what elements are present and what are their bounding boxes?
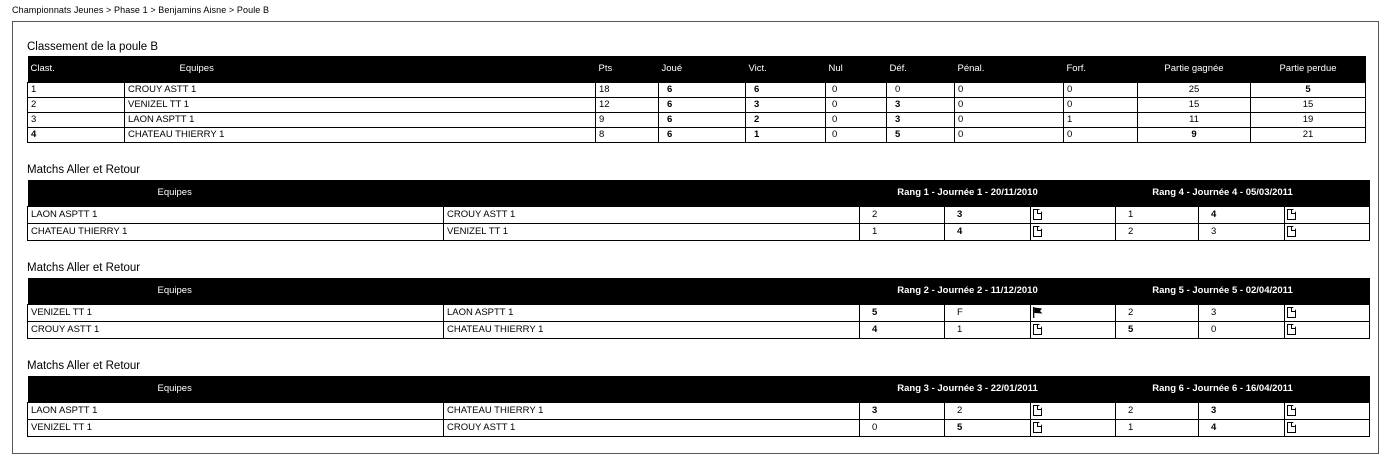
matches-table-3 — [27, 376, 1370, 437]
icon-cell — [1285, 206, 1370, 223]
matches-title-3: Matchs Aller et Retour — [27, 360, 141, 372]
ranking-cell: 15 — [1138, 97, 1251, 112]
icon-cell — [1031, 223, 1116, 240]
score-cell: 1 — [945, 321, 1031, 338]
document-icon[interactable] — [1287, 405, 1296, 416]
score-cell: 4 — [860, 321, 945, 338]
breadcrumb: Championnats Jeunes > Phase 1 > Benjamins Aisne > Poule B — [12, 5, 270, 15]
ranking-cell: 2 — [746, 112, 826, 127]
match-row — [28, 206, 1370, 223]
icon-cell — [1285, 402, 1370, 419]
icon-cell — [1285, 304, 1370, 321]
ranking-cell: 5 — [887, 127, 955, 142]
ranking-cell: 5 — [1251, 82, 1366, 97]
ranking-cell: 3 — [887, 112, 955, 127]
ranking-cell: 0 — [826, 112, 887, 127]
ranking-cell: 0 — [955, 82, 1064, 97]
icon-cell — [1031, 419, 1116, 436]
ranking-cell: 0 — [1064, 97, 1138, 112]
home-team-cell[interactable]: VENIZEL TT 1 — [28, 419, 444, 436]
document-icon[interactable] — [1287, 324, 1296, 335]
score-cell: 5 — [1116, 321, 1199, 338]
ranking-cell: 8 — [596, 127, 659, 142]
ranking-cell: 0 — [1064, 127, 1138, 142]
ranking-cell: 3 — [746, 97, 826, 112]
ranking-header-cell: Vict. — [746, 56, 826, 82]
home-team-cell[interactable]: LAON ASPTT 1 — [28, 402, 444, 419]
ranking-cell: 3 — [28, 112, 125, 127]
ranking-cell: 11 — [1138, 112, 1251, 127]
team-name-cell[interactable]: VENIZEL TT 1 — [125, 97, 596, 112]
away-team-cell[interactable]: CHATEAU THIERRY 1 — [444, 321, 860, 338]
score-cell: 3 — [860, 402, 945, 419]
round-header: Rang 3 - Journée 3 - 22/01/2011 — [860, 376, 1116, 402]
score-cell: 1 — [860, 223, 945, 240]
ranking-cell: 15 — [1251, 97, 1366, 112]
home-team-cell[interactable]: CROUY ASTT 1 — [28, 321, 444, 338]
score-cell: 2 — [1116, 304, 1199, 321]
ranking-cell: 6 — [659, 112, 746, 127]
ranking-cell: 0 — [826, 127, 887, 142]
ranking-cell: 2 — [28, 97, 125, 112]
ranking-cell: 1 — [28, 82, 125, 97]
matches-title-1: Matchs Aller et Retour — [27, 164, 141, 176]
home-team-cell[interactable]: CHATEAU THIERRY 1 — [28, 223, 444, 240]
equipes-header: Equipes — [28, 278, 860, 304]
score-cell: 2 — [1116, 402, 1199, 419]
equipes-header: Equipes — [28, 376, 860, 402]
score-cell: 2 — [860, 206, 945, 223]
ranking-cell: 25 — [1138, 82, 1251, 97]
document-icon[interactable] — [1287, 209, 1296, 220]
ranking-header-cell: Forf. — [1064, 56, 1138, 82]
ranking-cell: 1 — [746, 127, 826, 142]
team-name-cell[interactable]: CHATEAU THIERRY 1 — [125, 127, 596, 142]
ranking-cell: 0 — [1064, 82, 1138, 97]
document-icon[interactable] — [1287, 307, 1296, 318]
away-team-cell[interactable]: VENIZEL TT 1 — [444, 223, 860, 240]
score-cell: 2 — [1116, 223, 1199, 240]
matches-table-1 — [27, 180, 1370, 241]
ranking-header-cell: Pts — [596, 56, 659, 82]
ranking-cell: 6 — [659, 82, 746, 97]
round-header: Rang 1 - Journée 1 - 20/11/2010 — [860, 180, 1116, 206]
matches-table-2 — [27, 278, 1370, 339]
matches-title-2: Matchs Aller et Retour — [27, 262, 141, 274]
team-name-cell[interactable]: LAON ASPTT 1 — [125, 112, 596, 127]
ranking-cell: 1 — [1064, 112, 1138, 127]
ranking-cell: 9 — [596, 112, 659, 127]
ranking-header-cell: Equipes — [125, 56, 596, 82]
ranking-table — [27, 56, 1366, 143]
ranking-title: Classement de la poule B — [27, 41, 159, 53]
ranking-cell: 21 — [1251, 127, 1366, 142]
ranking-row — [28, 112, 1366, 127]
icon-cell — [1031, 304, 1116, 321]
icon-cell — [1285, 419, 1370, 436]
ranking-cell: 6 — [746, 82, 826, 97]
ranking-header-cell: Partie gagnée — [1138, 56, 1251, 82]
ranking-cell: 12 — [596, 97, 659, 112]
score-cell: 3 — [1199, 223, 1285, 240]
away-team-cell[interactable]: CROUY ASTT 1 — [444, 206, 860, 223]
score-cell: 3 — [1199, 402, 1285, 419]
ranking-header-cell: Clast. — [28, 56, 125, 82]
match-row — [28, 402, 1370, 419]
document-icon[interactable] — [1287, 226, 1296, 237]
document-icon[interactable] — [1287, 422, 1296, 433]
round-header: Rang 6 - Journée 6 - 16/04/2011 — [1116, 376, 1370, 402]
ranking-cell: 6 — [659, 127, 746, 142]
icon-cell — [1285, 321, 1370, 338]
score-cell: 0 — [860, 419, 945, 436]
ranking-header-cell: Déf. — [887, 56, 955, 82]
score-cell: 4 — [945, 223, 1031, 240]
icon-cell — [1031, 321, 1116, 338]
round-header: Rang 4 - Journée 4 - 05/03/2011 — [1116, 180, 1370, 206]
document-icon[interactable] — [1033, 226, 1042, 237]
ranking-cell: 19 — [1251, 112, 1366, 127]
ranking-cell: 0 — [955, 97, 1064, 112]
document-icon[interactable] — [1033, 324, 1042, 335]
equipes-header: Equipes — [28, 180, 860, 206]
document-icon[interactable] — [1033, 405, 1042, 416]
document-icon[interactable] — [1033, 422, 1042, 433]
ranking-cell: 18 — [596, 82, 659, 97]
home-team-cell[interactable]: VENIZEL TT 1 — [28, 304, 444, 321]
icon-cell — [1031, 206, 1116, 223]
score-cell: 4 — [1199, 419, 1285, 436]
score-cell: 0 — [1199, 321, 1285, 338]
ranking-header-cell: Partie perdue — [1251, 56, 1366, 82]
match-row — [28, 223, 1370, 240]
ranking-cell: 0 — [887, 82, 955, 97]
score-cell: F — [945, 304, 1031, 321]
team-name-cell[interactable]: CROUY ASTT 1 — [125, 82, 596, 97]
match-row — [28, 321, 1370, 338]
score-cell: 5 — [945, 419, 1031, 436]
ranking-cell: 0 — [955, 127, 1064, 142]
ranking-header-cell: Pénal. — [955, 56, 1064, 82]
ranking-cell: 6 — [659, 97, 746, 112]
ranking-row — [28, 127, 1366, 142]
ranking-cell: 0 — [826, 97, 887, 112]
round-header: Rang 5 - Journée 5 - 02/04/2011 — [1116, 278, 1370, 304]
score-cell: 1 — [1116, 419, 1199, 436]
icon-cell — [1031, 402, 1116, 419]
ranking-cell: 4 — [28, 127, 125, 142]
flag-icon[interactable] — [1033, 307, 1043, 318]
score-cell: 5 — [860, 304, 945, 321]
away-team-cell[interactable]: CHATEAU THIERRY 1 — [444, 402, 860, 419]
ranking-header-cell: Nul — [826, 56, 887, 82]
score-cell: 2 — [945, 402, 1031, 419]
home-team-cell[interactable]: LAON ASPTT 1 — [28, 206, 444, 223]
away-team-cell[interactable]: LAON ASPTT 1 — [444, 304, 860, 321]
score-cell: 3 — [945, 206, 1031, 223]
score-cell: 4 — [1199, 206, 1285, 223]
score-cell: 3 — [1199, 304, 1285, 321]
match-row — [28, 304, 1370, 321]
ranking-cell: 9 — [1138, 127, 1251, 142]
ranking-cell: 0 — [826, 82, 887, 97]
away-team-cell[interactable]: CROUY ASTT 1 — [444, 419, 860, 436]
icon-cell — [1285, 223, 1370, 240]
ranking-row — [28, 97, 1366, 112]
document-icon[interactable] — [1033, 209, 1042, 220]
ranking-cell: 3 — [887, 97, 955, 112]
score-cell: 1 — [1116, 206, 1199, 223]
match-row — [28, 419, 1370, 436]
ranking-cell: 0 — [955, 112, 1064, 127]
round-header: Rang 2 - Journée 2 - 11/12/2010 — [860, 278, 1116, 304]
ranking-header-cell: Joué — [659, 56, 746, 82]
ranking-row — [28, 82, 1366, 97]
